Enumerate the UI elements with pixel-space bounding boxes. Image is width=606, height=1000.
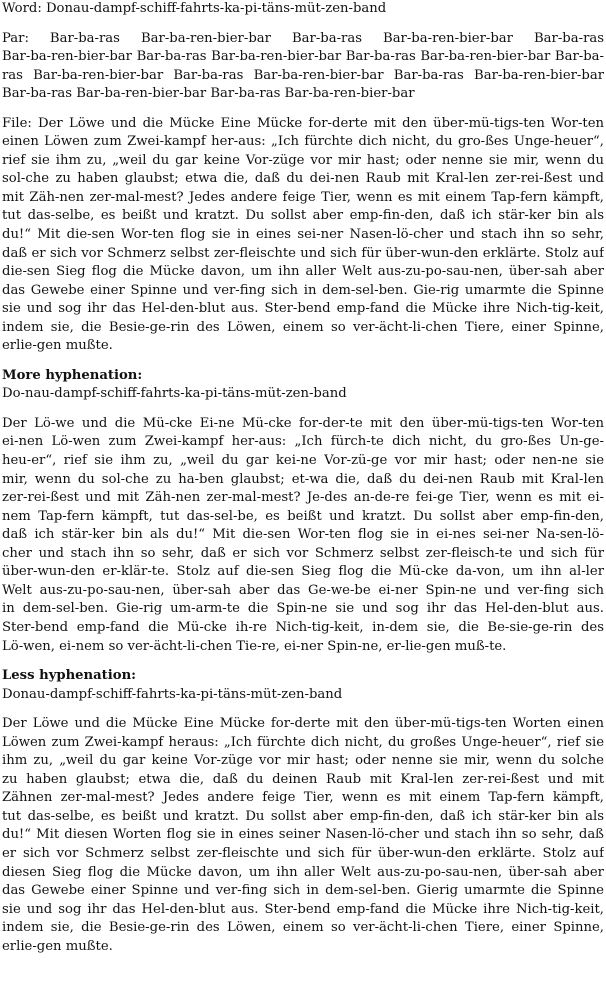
file-line: tut das-selbe, es beißt und kratzt. Du sollst aber emp-fin-den, daß ich stär-ker bin als — [2, 208, 604, 224]
less-line: tut das-selbe, es beißt und kratzt. Du sollst aber emp-fin-den, daß ich stär-ker bin als — [2, 808, 604, 824]
par-paragraph — [2, 30, 604, 104]
word-line: Word: Donau-dampf-schiff-fahrts-ka-pi-täns-müt-zen-band — [2, 1, 387, 16]
more-line: ei-nen Lö-wen zum Zwei-kampf her-aus: „Ich fürch-te dich nicht, du gro-ßes Un-ge- — [2, 434, 604, 450]
less-line: Löwen zum Zwei-kampf heraus: „Ich fürchte dich nicht, du großes Unge-heuer“, rief sie — [2, 734, 604, 750]
more-line: heu-er“, rief sie ihm zu, „weil du gar kei-ne Vor-zü-ge vor mir hast; oder nen-ne sie — [2, 453, 604, 469]
less-line: Der Löwe und die Mücke Eine Mücke for-derte mit den über-mü-tigs-ten Worten einen — [2, 716, 604, 732]
less-line: erlie-gen mußte. — [2, 938, 113, 954]
less-line: du!“ Mit diesen Worten flog sie in eines seiner Nasen-lö-cher und stach ihn so sehr, daß — [2, 827, 604, 843]
file-line: rief sie ihm zu, „weil du gar keine Vor-züge vor mir hast; oder nenne sie mir, wenn du — [2, 152, 604, 168]
less-line: er sich vor Schmerz selbst zer-fleischte und sich für über-wun-den erklärte. Stolz auf — [2, 845, 604, 861]
less-line: indem sie, die Besie-ge-rin des Löwen, einem so ver-ächt-li-chen Tiere, einer Spinne, — [2, 920, 604, 936]
more-line: Ster-bend emp-fand die Mü-cke ih-re Nich-tig-keit, in-dem sie, die Be-sie-ge-rin des — [2, 619, 604, 635]
less-hyphenation-heading: Less hyphenation: — [2, 668, 137, 684]
less-line: diesen Sieg flog die Mücke davon, um ihn aller Welt aus-zu-po-sau-nen, über-sah aber — [2, 864, 604, 880]
file-line: sol-che zu haben glaubst; etwa die, daß du dei-nen Raub mit Kral-len zer-rei-ßest und — [2, 171, 604, 187]
more-line: Der Lö-we und die Mü-cke Ei-ne Mü-cke for-der-te mit den über-mü-tigs-ten Wor-ten — [2, 415, 604, 431]
more-hyphenation-paragraph — [2, 415, 604, 656]
less-line: sie und sog ihr das Hel-den-blut aus. Ster-bend emp-fand die Mücke ihre Nich-tig-keit, — [2, 901, 604, 917]
more-line: Lö-wen, ei-nem so ver-ächt-li-chen Tie-re, ei-ner Spin-ne, er-lie-gen muß-te. — [2, 638, 507, 654]
file-line: erlie-gen mußte. — [2, 338, 113, 354]
more-line: mir, wenn du sol-che zu ha-ben glaubst; et-wa die, daß du dei-nen Raub mit Kral-len — [2, 471, 604, 487]
par-line: ras Bar-ba-ren-bier-bar Bar-ba-ras Bar-ba-ren-bier-bar Bar-ba-ras Bar-ba-ren-bier-bar — [2, 67, 604, 83]
less-line: Zähnen zer-mal-mest? Jedes andere feige Tier, wenn es mit einem Tap-fern kämpft, — [2, 790, 604, 806]
less-line: zu haben glaubst; etwa die, daß du deinen Raub mit Kral-len zer-rei-ßest und mit — [2, 771, 604, 787]
more-hyphenation-heading: More hyphenation: — [2, 367, 143, 383]
more-line: über-wun-den er-klär-te. Stolz auf die-sen Sieg flog die Mü-cke da-von, um ihn al-ler — [2, 564, 604, 580]
more-line: Welt aus-zu-po-sau-nen, über-sah aber das Ge-we-be ei-ner Spin-ne und ver-fing sich — [2, 582, 604, 598]
more-line: zer-rei-ßest und mit Zäh-nen zer-mal-mest? Je-des an-de-re fei-ge Tier, wenn es mit ei- — [2, 490, 604, 506]
file-line: einen Löwen zum Zwei-kampf her-aus: „Ich fürchte dich nicht, du gro-ßes Unge-heuer“, — [2, 134, 604, 150]
file-line: indem sie, die Besie-ge-rin des Löwen, einem so ver-ächt-li-chen Tiere, einer Spinne, — [2, 319, 604, 335]
less-hyphenation-paragraph — [2, 715, 604, 956]
file-line: sie und sog ihr das Hel-den-blut aus. Ster-bend emp-fand die Mücke ihre Nich-tig-keit, — [2, 301, 604, 317]
more-line: nem Tap-fern kämpft, tut das-sel-be, es beißt und kratzt. Du sollst aber emp-fin-den, — [2, 508, 604, 524]
file-line: die-sen Sieg flog die Mücke davon, um ihn aller Welt aus-zu-po-sau-nen, über-sah aber — [2, 264, 604, 280]
more-line: cher und stach ihn so sehr, daß er sich vor Schmerz selbst zer-fleisch-te und sich für — [2, 545, 604, 561]
less-hyphenation-word: Donau-dampf-schiff-fahrts-ka-pi-täns-müt-zen-band — [2, 686, 343, 702]
less-line: das Gewebe einer Spinne und ver-fing sich in dem-sel-ben. Gierig umarmte die Spinne — [2, 883, 604, 899]
par-line: Par: Bar-ba-ras Bar-ba-ren-bier-bar Bar-ba-ras Bar-ba-ren-bier-bar Bar-ba-ras — [2, 30, 604, 46]
file-paragraph — [2, 115, 604, 356]
more-hyphenation-word: Do-nau-dampf-schiff-fahrts-ka-pi-täns-müt-zen-band — [2, 386, 347, 402]
more-line: daß ich stär-ker bin als du!“ Mit die-sen Wor-ten flog sie in ei-nes sei-ner Na-sen-lö- — [2, 527, 604, 543]
par-line: Bar-ba-ren-bier-bar Bar-ba-ras Bar-ba-ren-bier-bar Bar-ba-ras Bar-ba-ren-bier-bar Bar-ba- — [2, 49, 604, 65]
file-line: mit Zäh-nen zer-mal-mest? Jedes andere feige Tier, wenn es mit einem Tap-fern kämpft, — [2, 189, 604, 205]
less-line: ihm zu, „weil du gar keine Vor-züge vor mir hast; oder nenne sie mir, wenn du solche — [2, 753, 604, 769]
par-line: Bar-ba-ras Bar-ba-ren-bier-bar Bar-ba-ras Bar-ba-ren-bier-bar — [2, 86, 415, 102]
file-line: das Gewebe einer Spinne und ver-fing sich in dem-sel-ben. Gie-rig umarmte die Spinne — [2, 282, 604, 298]
file-line: File: Der Löwe und die Mücke Eine Mücke for-derte mit den über-mü-tigs-ten Wor-ten — [2, 115, 604, 131]
file-line: daß er sich vor Schmerz selbst zer-fleischte und sich für über-wun-den erklärte. Stolz auf — [2, 245, 604, 261]
file-line: du!“ Mit die-sen Wor-ten flog sie in eines sei-ner Nasen-lö-cher und stach ihn so sehr, — [2, 227, 604, 243]
more-line: in dem-sel-ben. Gie-rig um-arm-te die Spin-ne sie und sog ihr das Hel-den-blut aus. — [2, 601, 604, 617]
